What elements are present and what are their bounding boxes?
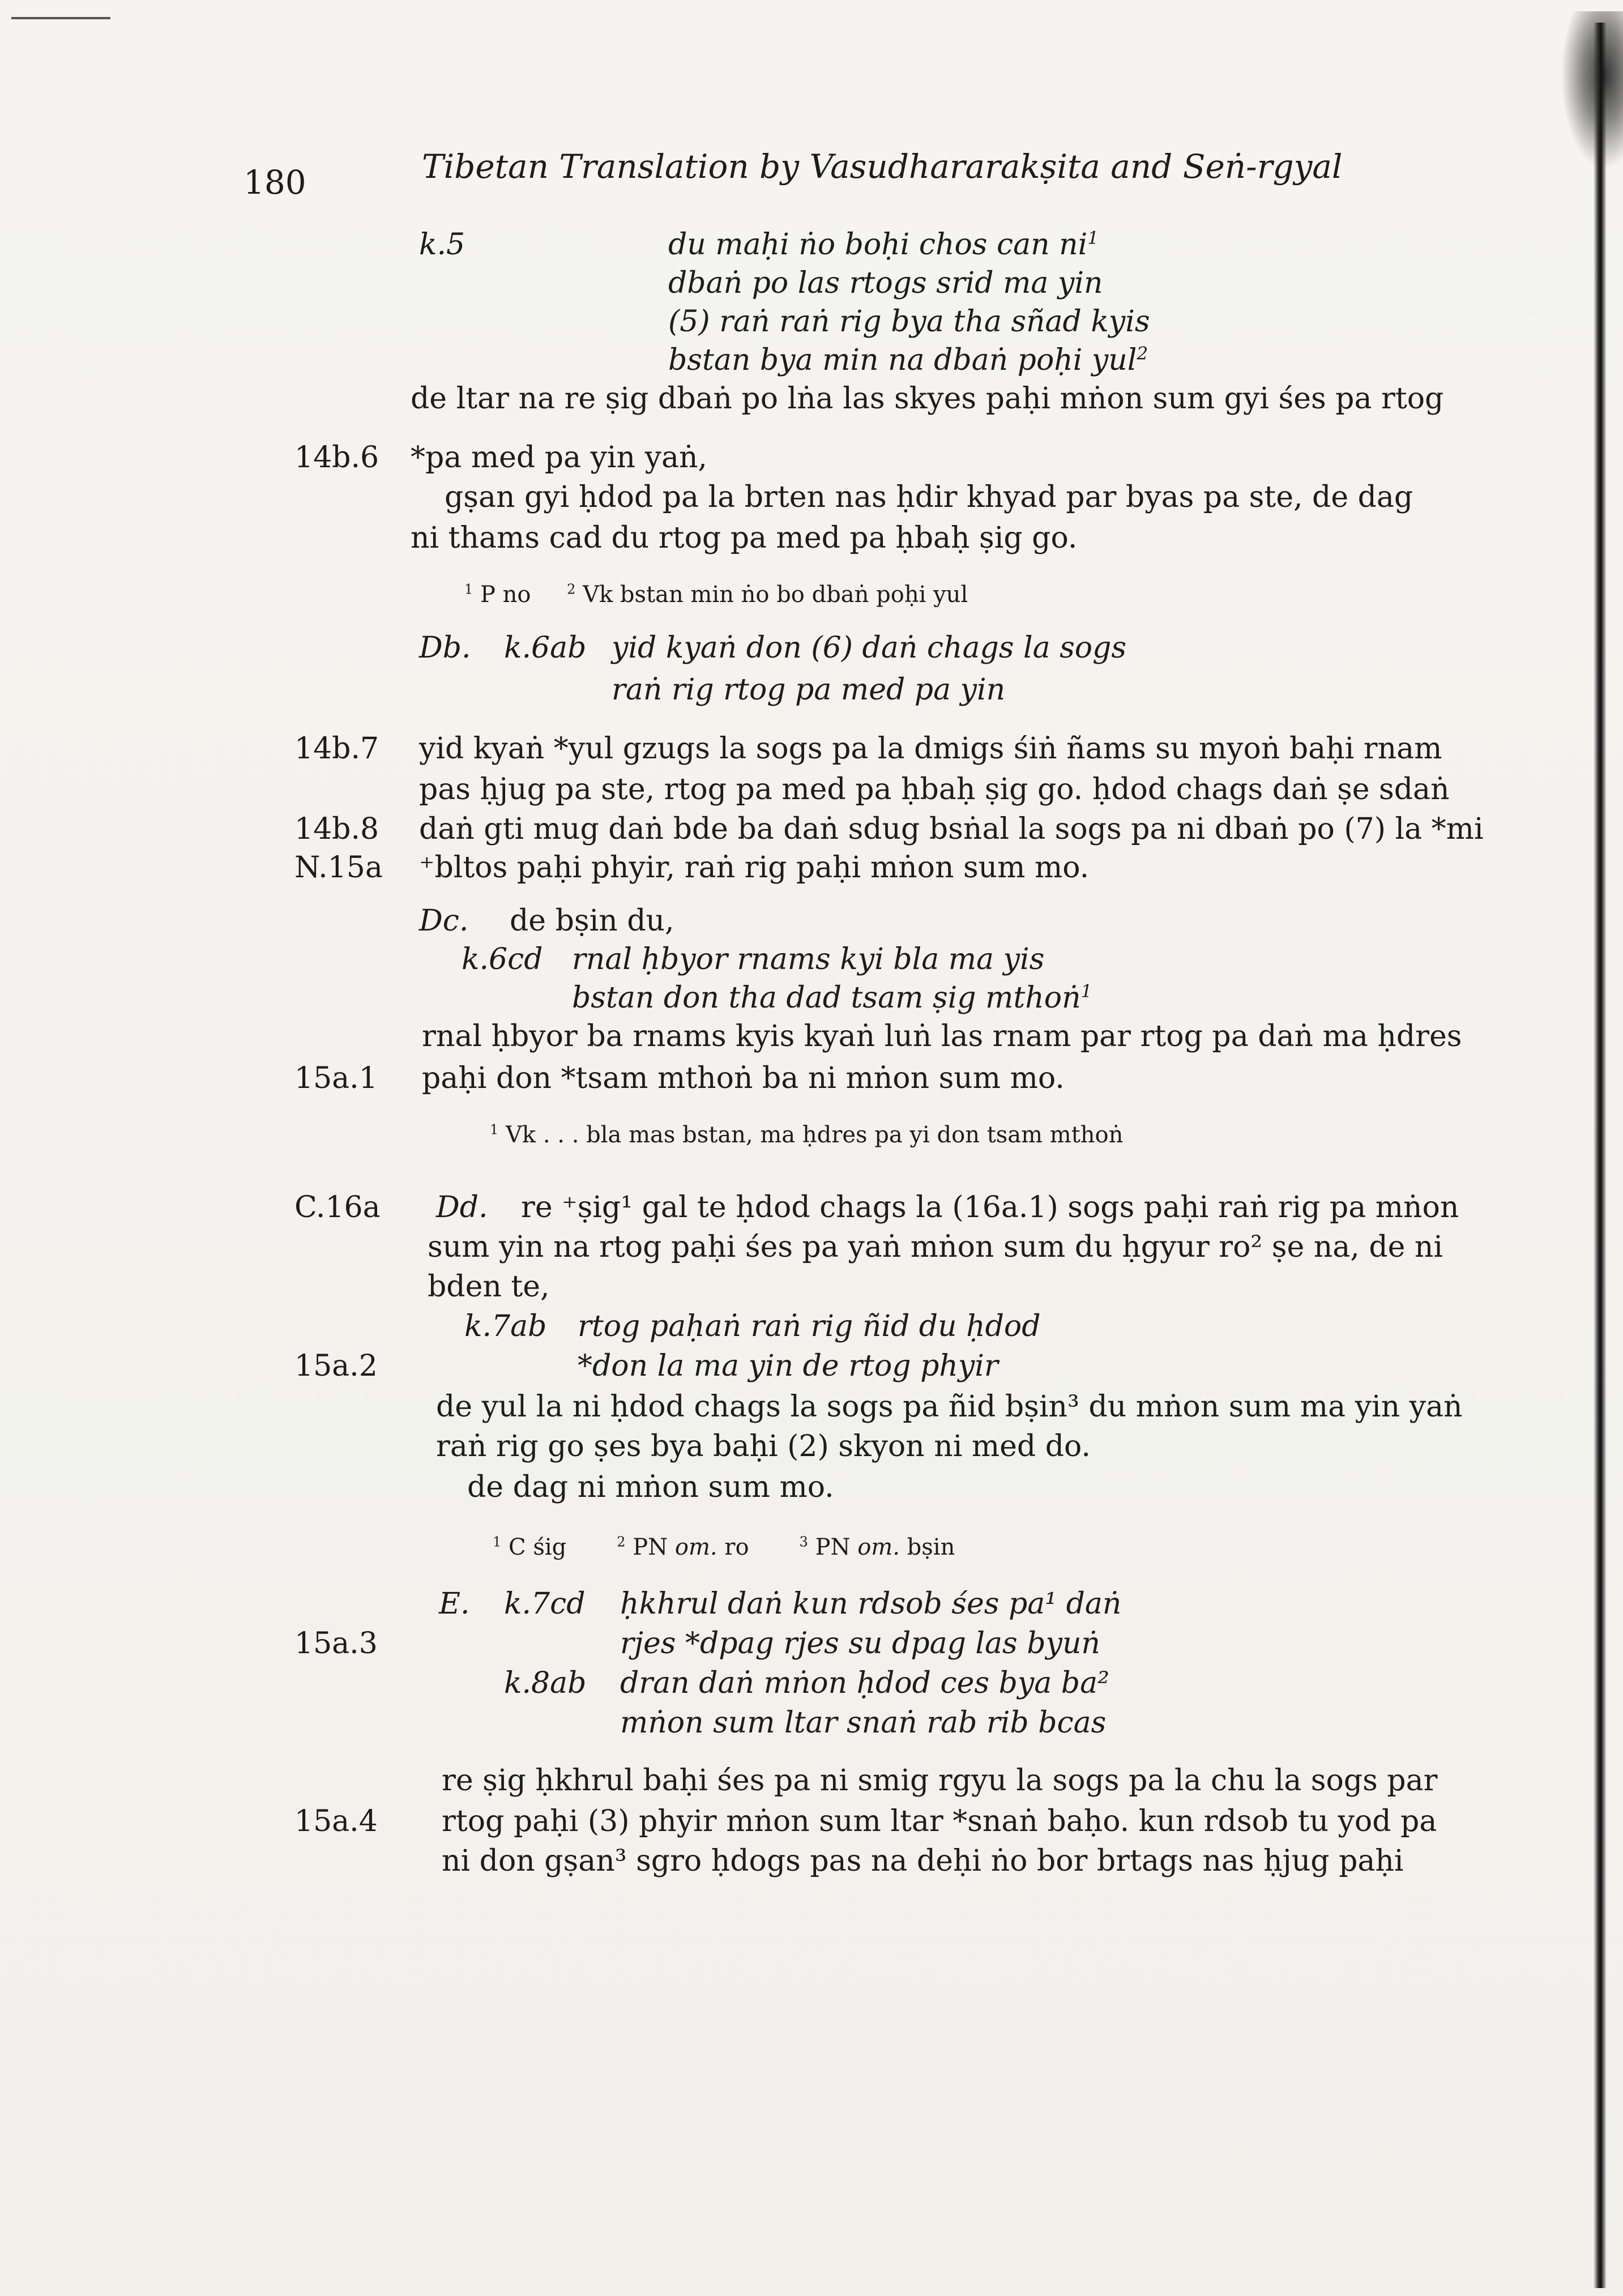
section-heading: Db. bbox=[419, 631, 471, 665]
db-line bbox=[419, 771, 1450, 808]
line-text: ḥkhrul daṅ kun rdsob śes pa¹ daṅ bbox=[620, 1587, 1122, 1621]
line-text: de yul la ni ḥdod chags la sogs pa ñid bṣin³ du mṅon sum ma yin yaṅ bbox=[436, 1390, 1463, 1424]
verse-label: k.7ab bbox=[464, 1309, 547, 1343]
line-text: paḥi don *tsam mthoṅ ba ni mṅon sum mo. bbox=[422, 1061, 1065, 1095]
margin-reference: 15a.4 bbox=[294, 1804, 378, 1838]
page-number: 180 bbox=[244, 163, 306, 202]
margin-reference: N.15a bbox=[294, 851, 383, 885]
verse-label: k.7cd bbox=[504, 1587, 586, 1621]
line-text: raṅ rig go ṣes bya baḥi (2) skyon ni med do. bbox=[436, 1429, 1091, 1463]
line-text: re ṣig ḥkhrul baḥi śes pa ni smig rgyu la sogs pa la chu la sogs par bbox=[442, 1764, 1438, 1798]
line-text: yid kyaṅ don (6) daṅ chags la sogs bbox=[612, 631, 1127, 665]
dd-line bbox=[521, 1189, 1459, 1226]
line-text: de bṣin du, bbox=[510, 904, 674, 938]
e-line bbox=[442, 1803, 1437, 1840]
line-text: de dag ni mṅon sum mo. bbox=[467, 1470, 834, 1504]
section-heading: Dd. bbox=[436, 1190, 488, 1224]
margin-reference: 15a.2 bbox=[294, 1349, 378, 1383]
line-text: du maḥi ṅo boḥi chos can ni bbox=[668, 228, 1088, 262]
e-line bbox=[620, 1625, 1100, 1662]
section-heading: Dc. bbox=[419, 904, 469, 938]
e-line bbox=[442, 1762, 1437, 1799]
margin-reference: 14b.8 bbox=[294, 812, 379, 846]
line-text: bstan don tha dad tsam ṣig mthoṅ bbox=[572, 981, 1081, 1015]
line-text: mṅon sum ltar snaṅ rab rib bcas bbox=[620, 1706, 1107, 1740]
verse-label: k.6cd bbox=[462, 942, 543, 976]
line-text: bstan bya min na dbaṅ poḥi yul bbox=[668, 343, 1137, 377]
line-text: yid kyaṅ *yul gzugs la sogs pa la dmigs śiṅ ñams su myoṅ baḥi rnam bbox=[419, 732, 1442, 766]
verse-label: k.5 bbox=[419, 228, 465, 262]
dc-line bbox=[422, 1060, 1065, 1096]
line-text: ni thams cad du rtog pa med pa ḥbaḥ ṣig go. bbox=[411, 521, 1078, 555]
dd-line bbox=[428, 1229, 1443, 1265]
footnote-marker: 1 bbox=[1087, 228, 1099, 249]
line-text: rtog paḥaṅ raṅ rig ñid du ḥdod bbox=[578, 1309, 1041, 1343]
db-line bbox=[419, 811, 1484, 847]
dc-line bbox=[572, 980, 1092, 1016]
dd-line bbox=[428, 1269, 550, 1305]
margin-reference: 14b.7 bbox=[294, 732, 379, 766]
line-text: sum yin na rtog paḥi śes pa yaṅ mṅon sum du ḥgyur ro² ṣe na, de ni bbox=[428, 1230, 1443, 1264]
line-text: rnal ḥbyor ba rnams kyis kyaṅ luṅ las rnam par rtog pa daṅ ma ḥdres bbox=[422, 1019, 1462, 1053]
e-line bbox=[620, 1705, 1106, 1741]
margin-reference: 14b.6 bbox=[294, 441, 379, 475]
verse-label: k.8ab bbox=[504, 1666, 587, 1700]
line-text: rnal ḥbyor rnams kyi bla ma yis bbox=[572, 942, 1045, 976]
dd-line bbox=[467, 1469, 834, 1505]
footnotes-2: $^1$ Vk . . . bla mas bstan, ma ḥdres pa yi don tsam mthoṅ bbox=[490, 1121, 1124, 1148]
text-line bbox=[668, 265, 1103, 301]
text-line bbox=[445, 479, 1413, 515]
line-text: *don la ma yin de rtog phyir bbox=[578, 1349, 998, 1383]
line-text: pas ḥjug pa ste, rtog pa med pa ḥbaḥ ṣig go. ḥdod chags daṅ ṣe sdaṅ bbox=[419, 773, 1450, 806]
e-line bbox=[620, 1665, 1109, 1701]
line-text: ni don gṣan³ sgro ḥdogs pas na deḥi ṅo bor brtags nas ḥjug paḥi bbox=[442, 1844, 1404, 1878]
dd-line bbox=[578, 1348, 998, 1384]
dc-line bbox=[572, 941, 1044, 978]
text-line bbox=[411, 520, 1077, 556]
line-text: *pa med pa yin yaṅ, bbox=[411, 441, 707, 475]
footnotes-3: $^1$ C śig $^2$ PN om. ro $^3$ PN om. bṣin bbox=[493, 1534, 955, 1560]
footnotes-1: $^1$ P no $^2$ Vk bstan min ṅo bo dbaṅ poḥi yul bbox=[464, 581, 968, 608]
text-line bbox=[668, 342, 1148, 378]
line-text: (5) raṅ raṅ rig bya tha sñad kyis bbox=[668, 305, 1150, 339]
db-line bbox=[419, 850, 1089, 886]
verse-label: k.6ab bbox=[504, 631, 587, 665]
dd-line bbox=[436, 1428, 1091, 1465]
footnote-marker: 2 bbox=[1137, 343, 1148, 364]
running-title: Tibetan Translation by Vasudhararakṣita and Seṅ-rgyal bbox=[422, 147, 1343, 186]
dd-line bbox=[436, 1389, 1463, 1425]
line-text: re ⁺ṣig¹ gal te ḥdod chags la (16a.1) sogs paḥi raṅ rig pa mṅon bbox=[521, 1190, 1459, 1224]
top-rule bbox=[11, 17, 110, 19]
line-text: bden te, bbox=[428, 1270, 550, 1304]
text-line bbox=[668, 304, 1150, 340]
line-text: dran daṅ mṅon ḥdod ces bya ba² bbox=[620, 1666, 1109, 1700]
text-line bbox=[411, 439, 707, 476]
section-heading: E. bbox=[439, 1587, 470, 1621]
db-line bbox=[612, 672, 1005, 708]
line-text: de ltar na re ṣig dbaṅ po lṅa las skyes paḥi mṅon sum gyi śes pa rtog bbox=[411, 382, 1444, 416]
line-text: raṅ rig rtog pa med pa yin bbox=[612, 673, 1006, 707]
dd-line bbox=[578, 1308, 1040, 1345]
margin-reference: C.16a bbox=[294, 1190, 381, 1224]
line-text: rtog paḥi (3) phyir mṅon sum ltar *snaṅ baḥo. kun rdsob tu yod pa bbox=[442, 1804, 1437, 1838]
text-line bbox=[411, 381, 1443, 417]
db-line bbox=[419, 731, 1442, 767]
margin-reference: 15a.1 bbox=[294, 1061, 378, 1095]
line-text: gṣan gyi ḥdod pa la brten nas ḥdir khyad par byas pa ste, de dag bbox=[445, 480, 1413, 514]
text-line bbox=[668, 227, 1099, 263]
db-line bbox=[612, 630, 1126, 666]
e-line bbox=[442, 1843, 1403, 1879]
book-spine-edge bbox=[1594, 23, 1606, 2288]
line-text: daṅ gti mug daṅ bde ba daṅ sdug bsṅal la sogs pa ni dbaṅ po (7) la *mi bbox=[419, 812, 1484, 846]
scan-shadow bbox=[1561, 11, 1623, 170]
dc-line bbox=[422, 1018, 1462, 1055]
line-text: ⁺bltos paḥi phyir, raṅ rig paḥi mṅon sum mo. bbox=[419, 851, 1090, 885]
e-line bbox=[620, 1586, 1121, 1622]
margin-reference: 15a.3 bbox=[294, 1627, 378, 1661]
line-text: dbaṅ po las rtogs srid ma yin bbox=[668, 266, 1103, 300]
line-text: rjes *dpag rjes su dpag las byuṅ bbox=[620, 1627, 1100, 1661]
footnote-marker: 1 bbox=[1080, 981, 1092, 1002]
dc-line bbox=[510, 903, 674, 939]
